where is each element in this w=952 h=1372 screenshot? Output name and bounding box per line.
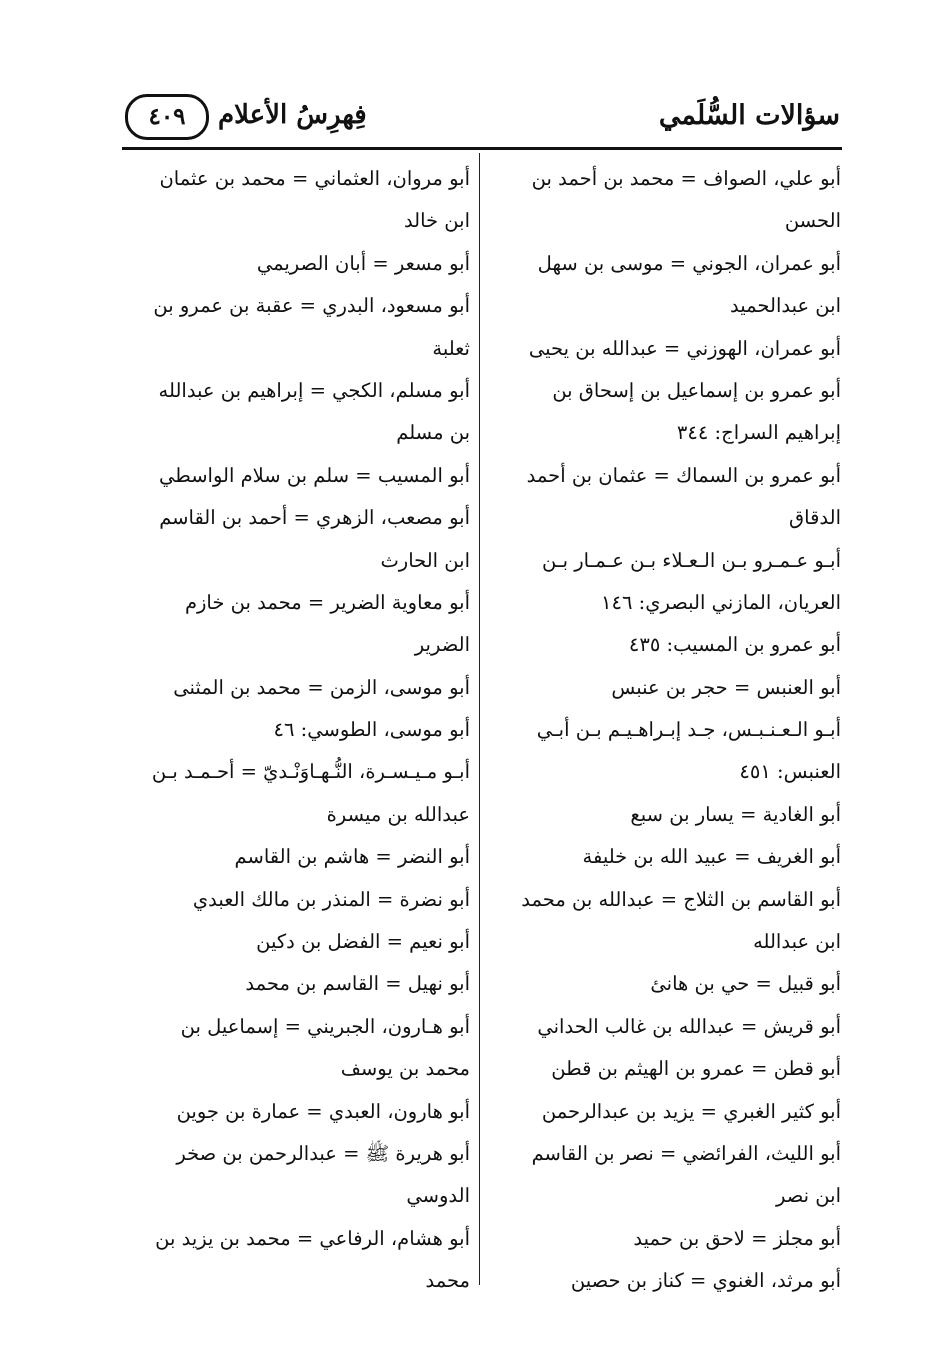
- index-entry-line: أبو العنبس = حجر بن عنبس: [611, 675, 841, 699]
- index-entry-line: الحسن: [784, 209, 841, 233]
- index-entry-line: الدوسي: [406, 1184, 470, 1208]
- index-entry-line: أبو علي، الصواف = محمد بن أحمد بن: [531, 167, 841, 190]
- index-entry-line: ابن عبدالله: [753, 930, 841, 954]
- index-entry-line: ثعلبة: [432, 336, 470, 360]
- index-entry-line: أبو القاسم بن الثلاج = عبدالله بن محمد: [521, 887, 841, 911]
- index-entry-line: أبو مسعود، البدري = عقبة بن عمرو بن: [153, 294, 470, 318]
- index-entry-line: أبو هارون، العبدي = عمارة بن جوين: [176, 1099, 470, 1123]
- index-entry-line: أبـو مـيـسـرة، النُّـهـاوَنْـديّ = أحـمـد بـن: [151, 760, 470, 784]
- index-entry-line: أبو مرثد، الغنوي = كناز بن حصين: [570, 1269, 841, 1293]
- header-rule: [122, 147, 842, 150]
- index-entry-line: أبو عمران، الهوزني = عبدالله بن يحيى: [528, 336, 841, 360]
- index-entry-line: عبدالله بن ميسرة: [326, 802, 470, 826]
- index-entry-line: أبو نعيم = الفضل بن دكين: [256, 930, 470, 954]
- index-entry-line: أبو قبيل = حي بن هانئ: [650, 972, 841, 996]
- index-entry-line: محمد بن يوسف: [340, 1057, 470, 1081]
- index-entry-line: أبو معاوية الضرير = محمد بن خازم: [184, 590, 470, 614]
- column-divider: [479, 153, 480, 1285]
- index-entry-line: أبو عمرو بن السماك = عثمان بن أحمد: [526, 463, 841, 487]
- page-number: ٤٠٩: [125, 94, 209, 140]
- index-entry-line: أبو هشام، الرفاعي = محمد بن يزيد بن: [155, 1226, 470, 1250]
- index-entry-line: أبو عمران، الجوني = موسى بن سهل: [537, 251, 841, 275]
- index-entry-line: أبـو عـمـرو بـن الـعـلاء بـن عـمـار بـن: [542, 548, 841, 572]
- index-entry-line: أبو موسى، الزمن = محمد بن المثنى: [173, 675, 470, 699]
- index-entry-line: الضرير: [414, 633, 470, 657]
- index-entry-line: أبو مصعب، الزهري = أحمد بن القاسم: [159, 506, 470, 530]
- index-entry-line: أبو الليث، الفرائضي = نصر بن القاسم: [531, 1141, 841, 1165]
- index-entry-line: أبو الغادية = يسار بن سبع: [630, 802, 841, 826]
- index-entry-line: ابن خالد: [403, 209, 470, 233]
- book-title: سؤالات السُّلَمي: [658, 100, 840, 131]
- index-entry-line: أبو عمرو بن المسيب: ٤٣٥: [628, 633, 841, 657]
- index-entry-line: أبو نهيل = القاسم بن محمد: [245, 972, 470, 996]
- index-entry-line: أبو مسعر = أبان الصريمي: [256, 251, 470, 275]
- index-entry-line: أبو مجلز = لاحق بن حميد: [633, 1226, 841, 1250]
- index-entry-line: أبو هـارون، الجبريني = إسماعيل بن: [180, 1014, 470, 1038]
- index-entry-line: أبو مروان، العثماني = محمد بن عثمان: [159, 167, 470, 190]
- index-entry-line: أبو المسيب = سلم بن سلام الواسطي: [158, 463, 470, 487]
- index-entry-line: أبو مسلم، الكجي = إبراهيم بن عبدالله: [158, 378, 470, 402]
- page-header: [120, 94, 840, 146]
- index-entry-line: العريان، المازني البصري: ١٤٦: [601, 590, 841, 614]
- index-title: فِهرِسُ الأعلام: [218, 100, 367, 130]
- index-entry-line: أبو نضرة = المنذر بن مالك العبدي: [192, 887, 470, 911]
- index-entry-line: أبو قريش = عبدالله بن غالب الحداني: [537, 1014, 841, 1038]
- index-entry-line: الدقاق: [789, 506, 841, 530]
- index-entry-line: أبو قطن = عمرو بن الهيثم بن قطن: [551, 1057, 841, 1081]
- index-entry-line: ابن الحارث: [380, 548, 470, 572]
- index-entry-line: أبو الغريف = عبيد الله بن خليفة: [582, 845, 841, 869]
- index-entry-line: بن مسلم: [396, 421, 470, 445]
- index-entry-line: أبو النضر = هاشم بن القاسم: [234, 845, 470, 869]
- index-entry-line: أبو كثير الغبري = يزيد بن عبدالرحمن: [541, 1099, 841, 1123]
- index-entry-line: أبو موسى، الطوسي: ٤٦: [273, 718, 470, 742]
- left-column: [122, 158, 470, 1303]
- index-entry-line: ابن عبدالحميد: [730, 294, 841, 318]
- index-entry-line: أبـو الـعـنـبـس، جـد إبـراهـيـم بـن أبـي: [536, 718, 841, 742]
- index-entry-line: ابن نصر: [776, 1184, 841, 1208]
- index-entry-line: العنبس: ٤٥١: [739, 760, 841, 784]
- index-entry-line: أبو هريرة ﷺ = عبدالرحمن بن صخر: [176, 1141, 470, 1165]
- index-entry-line: إبراهيم السراج: ٣٤٤: [676, 421, 841, 445]
- index-entry-line: أبو عمرو بن إسماعيل بن إسحاق بن: [552, 378, 841, 402]
- index-entry-line: محمد: [425, 1269, 470, 1293]
- right-column: [497, 158, 841, 1303]
